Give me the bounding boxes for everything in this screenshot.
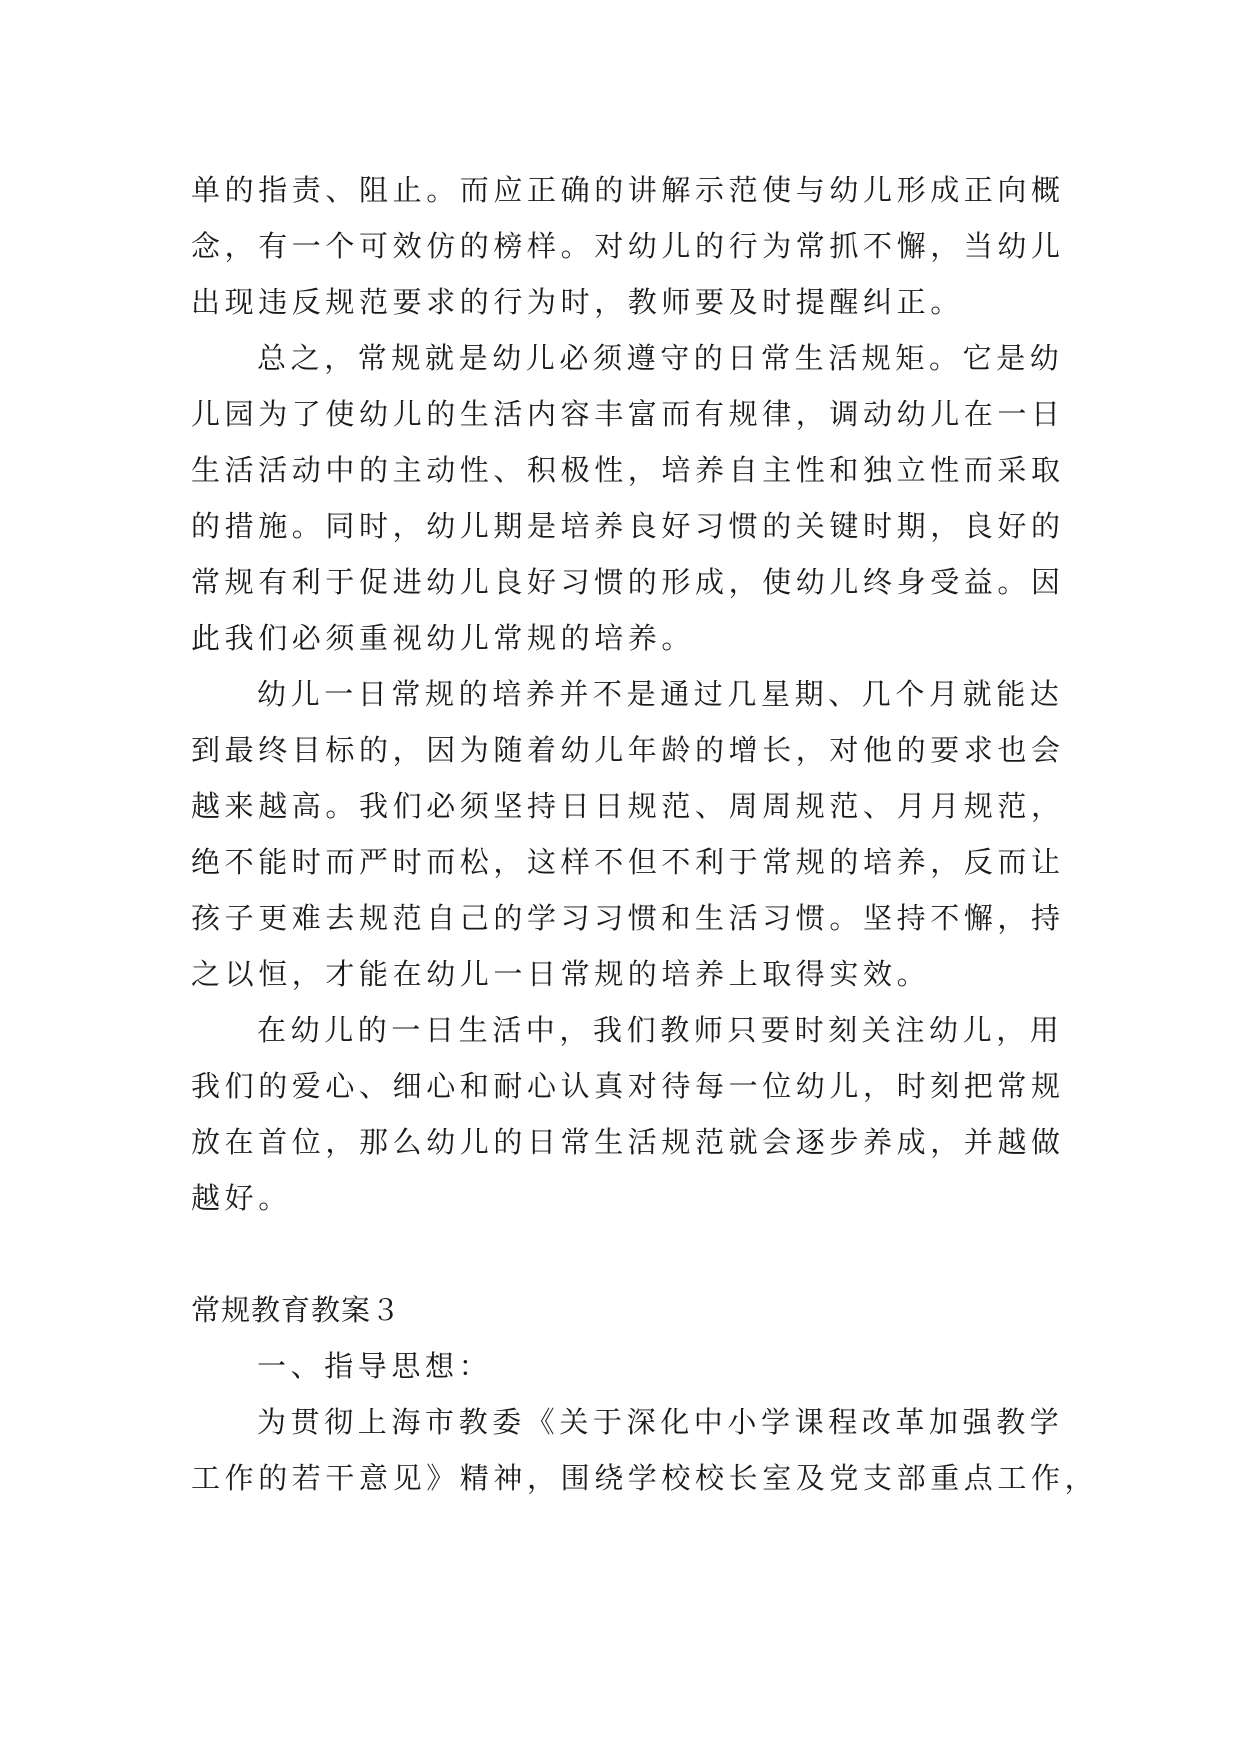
paragraph-5 bbox=[191, 1394, 1099, 1506]
text-line: 生活活动中的主动性、积极性，培养自主性和独立性而采取 bbox=[191, 453, 1065, 487]
text-line: 幼儿一日常规的培养并不是通过几星期、几个月就能达 bbox=[257, 677, 1064, 711]
spacer bbox=[191, 1226, 1061, 1282]
section-title: 常规教育教案３ bbox=[191, 1293, 402, 1327]
paragraph-2 bbox=[191, 330, 1065, 666]
text-line: 我们的爱心、细心和耐心认真对待每一位幼儿，时刻把常规 bbox=[191, 1069, 1065, 1103]
paragraph-3 bbox=[191, 666, 1065, 1002]
text-line: 常规有利于促进幼儿良好习惯的形成，使幼儿终身受益。因 bbox=[191, 565, 1065, 599]
text-line: 越好。 bbox=[191, 1181, 292, 1215]
text-line: 之以恒，才能在幼儿一日常规的培养上取得实效。 bbox=[191, 957, 931, 991]
text-line: 单的指责、阻止。而应正确的讲解示范使与幼儿形成正向概 bbox=[191, 173, 1065, 207]
text-line: 的措施。同时，幼儿期是培养良好习惯的关键时期，良好的 bbox=[191, 509, 1065, 543]
text-line: 念，有一个可效仿的榜样。对幼儿的行为常抓不懈，当幼儿 bbox=[191, 229, 1065, 263]
text-line: 此我们必须重视幼儿常规的培养。 bbox=[191, 621, 696, 655]
text-line: 总之，常规就是幼儿必须遵守的日常生活规矩。它是幼 bbox=[257, 341, 1064, 375]
text-line: 儿园为了使幼儿的生活内容丰富而有规律，调动幼儿在一日 bbox=[191, 397, 1065, 431]
text-line: 在幼儿的一日生活中，我们教师只要时刻关注幼儿，用 bbox=[257, 1013, 1064, 1047]
text-line: 放在首位，那么幼儿的日常生活规范就会逐步养成，并越做 bbox=[191, 1125, 1065, 1159]
document-body bbox=[191, 162, 1099, 1506]
text-line: 出现违反规范要求的行为时，教师要及时提醒纠正。 bbox=[191, 285, 964, 319]
text-line: 孩子更难去规范自己的学习习惯和生活习惯。坚持不懈，持 bbox=[191, 901, 1065, 935]
text-line: 为贯彻上海市教委《关于深化中小学课程改革加强教学 bbox=[257, 1405, 1064, 1439]
text-line: 越来越高。我们必须坚持日日规范、周周规范、月月规范， bbox=[191, 789, 1065, 823]
paragraph-1 bbox=[191, 162, 1065, 330]
section-heading: 一、指导思想： bbox=[257, 1349, 493, 1383]
text-line: 工作的若干意见》精神，围绕学校校长室及党支部重点工作， bbox=[191, 1461, 1099, 1495]
paragraph-4 bbox=[191, 1002, 1065, 1226]
text-line: 绝不能时而严时而松，这样不但不利于常规的培养，反而让 bbox=[191, 845, 1065, 879]
text-line: 到最终目标的，因为随着幼儿年龄的增长，对他的要求也会 bbox=[191, 733, 1065, 767]
